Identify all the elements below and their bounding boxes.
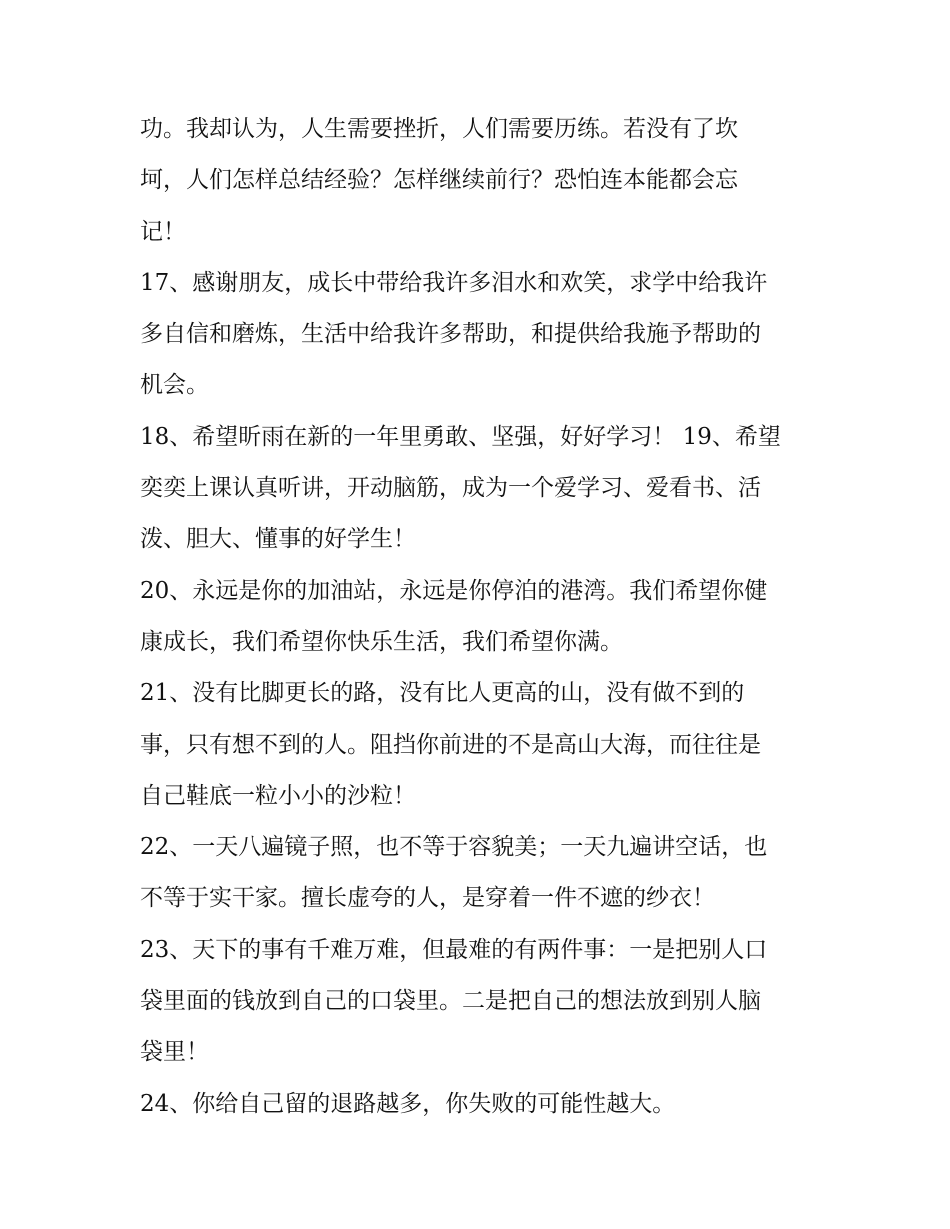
text-line: 23、天下的事有千难万难，但最难的有两件事：一是把别人口 — [140, 936, 768, 963]
text-line: 袋里！ — [140, 1039, 209, 1066]
text-line: 18、希望昕雨在新的一年里勇敢、坚强，好好学习！ 19、希望 — [140, 423, 781, 450]
text-line: 自己鞋底一粒小小的沙粒！ — [140, 782, 416, 809]
text-line: 22、一天八遍镜子照，也不等于容貌美；一天九遍讲空话，也 — [140, 834, 768, 861]
body-text — [140, 104, 820, 1130]
text-line: 奕奕上课认真听讲，开动脑筋，成为一个爱学习、爱看书、活 — [140, 475, 761, 502]
text-line: 24、你给自己留的退路越多，你失败的可能性越大。 — [140, 1090, 676, 1117]
text-line: 功。我却认为，人生需要挫折，人们需要历练。若没有了坎 — [140, 116, 738, 142]
text-line: 不等于实干家。擅长虚夸的人，是穿着一件不遮的纱衣！ — [140, 885, 715, 912]
text-line: 康成长，我们希望你快乐生活，我们希望你满。 — [140, 628, 623, 655]
text-line: 袋里面的钱放到自己的口袋里。二是把自己的想法放到别人脑 — [140, 988, 761, 1015]
text-line: 记！ — [140, 218, 186, 245]
text-line: 泼、胆大、懂事的好学生！ — [140, 526, 416, 553]
text-line: 坷，人们怎样总结经验？怎样继续前行？恐怕连本能都会忘 — [140, 167, 738, 194]
text-line: 多自信和磨炼，生活中给我许多帮助，和提供给我施予帮助的 — [140, 321, 761, 348]
text-line: 20、永远是你的加油站，永远是你停泊的港湾。我们希望你健 — [140, 577, 768, 604]
text-line: 事，只有想不到的人。阻挡你前进的不是高山大海，而往往是 — [140, 731, 761, 758]
text-line: 机会。 — [140, 372, 209, 399]
text-line: 21、没有比脚更长的路，没有比人更高的山，没有做不到的 — [140, 680, 745, 707]
text-line: 17、感谢朋友，成长中带给我许多泪水和欢笑，求学中给我许 — [140, 269, 768, 296]
